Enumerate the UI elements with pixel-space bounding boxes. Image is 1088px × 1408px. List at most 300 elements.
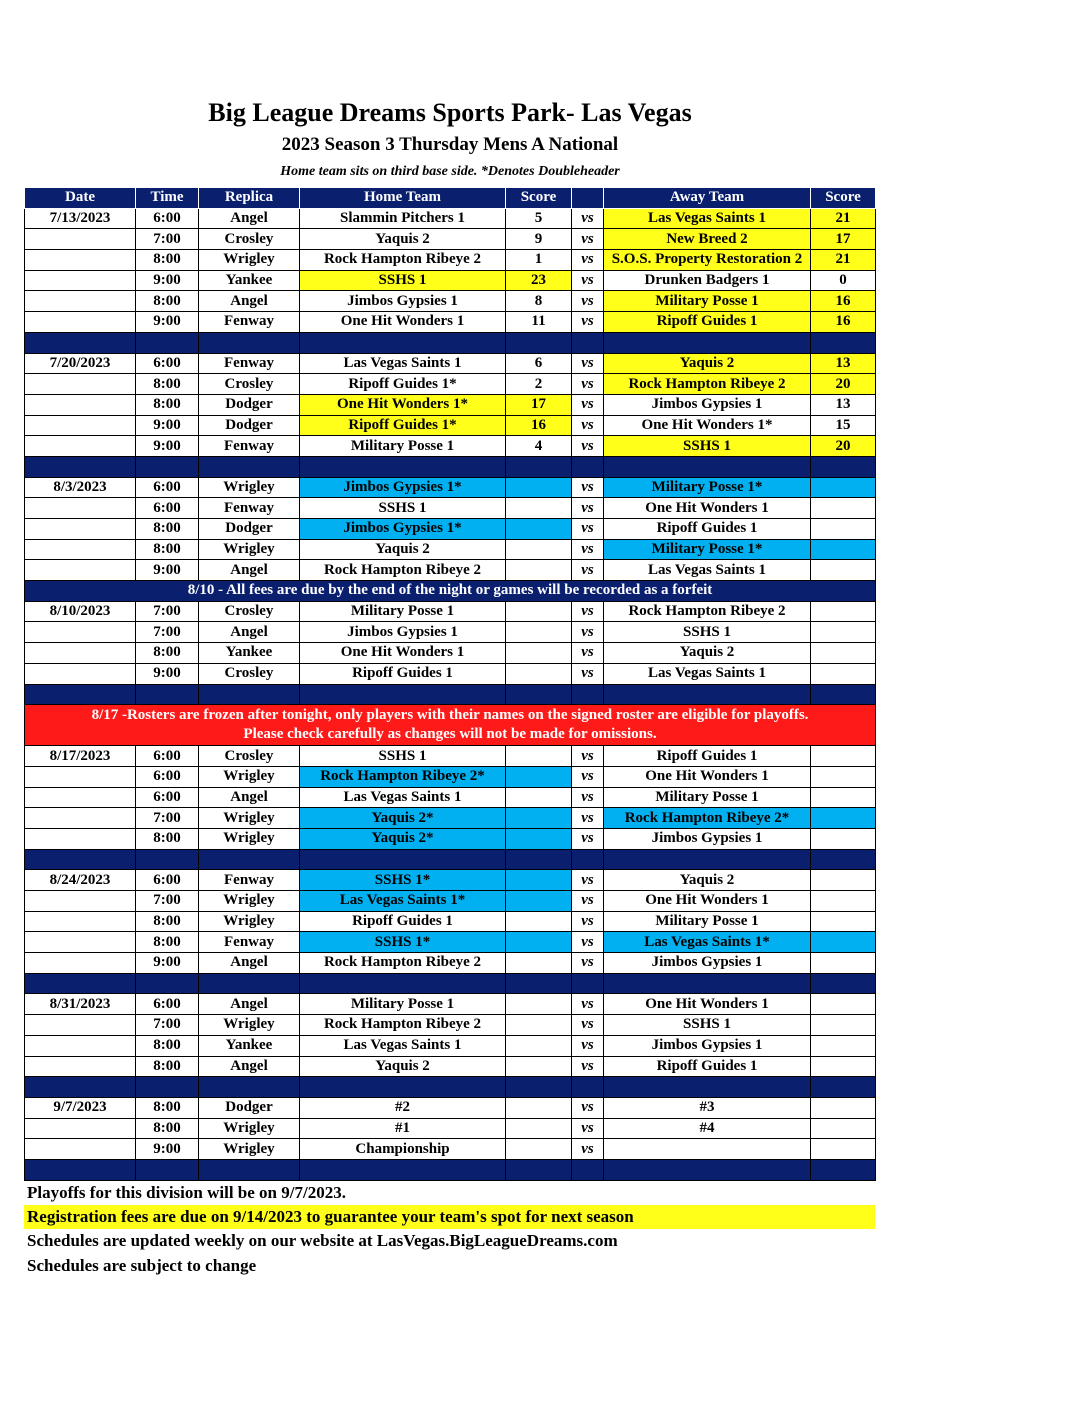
away-team: One Hit Wonders 1* [604, 415, 811, 436]
separator-cell [506, 332, 572, 353]
away-score: 13 [811, 353, 876, 374]
game-field: Yankee [199, 1035, 300, 1056]
home-team: Ripoff Guides 1* [300, 374, 506, 395]
game-date: 8/17/2023 [25, 746, 136, 767]
away-score [811, 766, 876, 787]
game-time: 8:00 [136, 911, 199, 932]
separator-cell [199, 849, 300, 870]
away-team: Rock Hampton Ribeye 2 [604, 374, 811, 395]
vs-label: vs [572, 1015, 604, 1036]
away-team: Las Vegas Saints 1 [604, 663, 811, 684]
home-score [506, 1015, 572, 1036]
game-time: 8:00 [136, 643, 199, 664]
game-field: Crosley [199, 374, 300, 395]
game-date [25, 229, 136, 250]
away-score [811, 891, 876, 912]
away-score: 15 [811, 415, 876, 436]
vs-label: vs [572, 312, 604, 333]
game-time: 7:00 [136, 808, 199, 829]
game-date [25, 291, 136, 312]
game-date [25, 808, 136, 829]
away-team: Las Vegas Saints 1 [604, 208, 811, 229]
away-team: One Hit Wonders 1 [604, 994, 811, 1015]
footer-registration-note: Registration fees are due on 9/14/2023 to guarantee your team's spot for next season [24, 1205, 875, 1229]
separator-cell [572, 456, 604, 477]
separator-cell [136, 456, 199, 477]
home-score [506, 519, 572, 540]
game-field: Angel [199, 787, 300, 808]
game-field: Fenway [199, 932, 300, 953]
separator-cell [811, 1159, 876, 1180]
away-team: SSHS 1 [604, 1015, 811, 1036]
away-team: Jimbos Gypsies 1 [604, 1035, 811, 1056]
vs-label: vs [572, 953, 604, 974]
separator-cell [300, 456, 506, 477]
game-time: 6:00 [136, 746, 199, 767]
separator-cell [25, 1159, 136, 1180]
separator-cell [604, 684, 811, 705]
separator-cell [506, 1077, 572, 1098]
game-date [25, 1015, 136, 1036]
away-team: Jimbos Gypsies 1 [604, 394, 811, 415]
game-time: 6:00 [136, 208, 199, 229]
home-score: 23 [506, 270, 572, 291]
game-row [25, 415, 876, 436]
away-team: Military Posse 1* [604, 477, 811, 498]
home-score: 5 [506, 208, 572, 229]
game-time: 7:00 [136, 601, 199, 622]
game-time: 9:00 [136, 270, 199, 291]
away-team: One Hit Wonders 1 [604, 766, 811, 787]
game-time: 7:00 [136, 622, 199, 643]
game-time: 8:00 [136, 932, 199, 953]
separator-cell [604, 456, 811, 477]
game-date [25, 498, 136, 519]
table-header-row [25, 188, 876, 209]
away-team: Ripoff Guides 1 [604, 312, 811, 333]
away-team: SSHS 1 [604, 436, 811, 457]
home-team: Yaquis 2* [300, 808, 506, 829]
separator-cell [572, 332, 604, 353]
game-row [25, 1035, 876, 1056]
separator-row [25, 849, 876, 870]
home-team: Rock Hampton Ribeye 2* [300, 766, 506, 787]
footer-change-note: Schedules are subject to change [27, 1256, 257, 1275]
game-row [25, 870, 876, 891]
separator-cell [199, 456, 300, 477]
home-score [506, 1035, 572, 1056]
game-date [25, 643, 136, 664]
game-time: 9:00 [136, 312, 199, 333]
away-score [811, 663, 876, 684]
separator-cell [811, 1077, 876, 1098]
home-team: Ripoff Guides 1* [300, 415, 506, 436]
home-score [506, 953, 572, 974]
away-team: Rock Hampton Ribeye 2* [604, 808, 811, 829]
separator-cell [300, 973, 506, 994]
away-team: Jimbos Gypsies 1 [604, 953, 811, 974]
game-date [25, 787, 136, 808]
away-score: 21 [811, 250, 876, 271]
game-date [25, 312, 136, 333]
vs-label: vs [572, 1056, 604, 1077]
game-row [25, 291, 876, 312]
home-team: Rock Hampton Ribeye 2 [300, 1015, 506, 1036]
vs-label: vs [572, 1097, 604, 1118]
game-row [25, 1015, 876, 1036]
game-field: Dodger [199, 394, 300, 415]
home-score [506, 808, 572, 829]
separator-cell [506, 1159, 572, 1180]
vs-label: vs [572, 415, 604, 436]
separator-cell [199, 684, 300, 705]
game-row [25, 766, 876, 787]
game-row [25, 601, 876, 622]
game-row [25, 394, 876, 415]
col-header-vs [572, 188, 604, 209]
game-field: Angel [199, 1056, 300, 1077]
game-field: Wrigley [199, 250, 300, 271]
separator-row [25, 684, 876, 705]
home-team: SSHS 1 [300, 498, 506, 519]
home-team: Las Vegas Saints 1 [300, 1035, 506, 1056]
separator-row [25, 332, 876, 353]
away-score [811, 1056, 876, 1077]
game-field: Crosley [199, 601, 300, 622]
separator-cell [604, 849, 811, 870]
game-time: 6:00 [136, 787, 199, 808]
away-score [811, 519, 876, 540]
home-score: 16 [506, 415, 572, 436]
game-date: 7/13/2023 [25, 208, 136, 229]
game-field: Wrigley [199, 808, 300, 829]
game-field: Angel [199, 622, 300, 643]
game-row [25, 911, 876, 932]
game-time: 7:00 [136, 229, 199, 250]
game-time: 8:00 [136, 539, 199, 560]
separator-cell [811, 456, 876, 477]
game-field: Wrigley [199, 766, 300, 787]
game-date [25, 1056, 136, 1077]
game-time: 8:00 [136, 291, 199, 312]
game-time: 8:00 [136, 828, 199, 849]
game-time: 6:00 [136, 353, 199, 374]
col-header-home-score: Score [506, 188, 572, 209]
away-team: SSHS 1 [604, 622, 811, 643]
vs-label: vs [572, 932, 604, 953]
game-row [25, 250, 876, 271]
vs-label: vs [572, 353, 604, 374]
home-team: Rock Hampton Ribeye 2 [300, 953, 506, 974]
game-date [25, 663, 136, 684]
home-score [506, 560, 572, 581]
game-date [25, 891, 136, 912]
home-team: SSHS 1 [300, 270, 506, 291]
home-team: Yaquis 2* [300, 828, 506, 849]
away-score: 16 [811, 312, 876, 333]
separator-row [25, 456, 876, 477]
game-field: Wrigley [199, 477, 300, 498]
home-score [506, 663, 572, 684]
away-team: New Breed 2 [604, 229, 811, 250]
away-team: Rock Hampton Ribeye 2 [604, 601, 811, 622]
game-field: Angel [199, 953, 300, 974]
home-team: One Hit Wonders 1 [300, 312, 506, 333]
vs-label: vs [572, 601, 604, 622]
game-date [25, 539, 136, 560]
home-team: Championship [300, 1139, 506, 1160]
away-score [811, 622, 876, 643]
game-field: Angel [199, 994, 300, 1015]
footer-playoffs-note: Playoffs for this division will be on 9/7/2023. [27, 1183, 346, 1202]
home-team: One Hit Wonders 1 [300, 643, 506, 664]
home-team: Ripoff Guides 1 [300, 911, 506, 932]
away-score [811, 1118, 876, 1139]
game-date: 8/24/2023 [25, 870, 136, 891]
home-score [506, 1139, 572, 1160]
game-date [25, 1139, 136, 1160]
away-score [811, 808, 876, 829]
separator-cell [199, 1077, 300, 1098]
game-time: 6:00 [136, 498, 199, 519]
separator-cell [506, 456, 572, 477]
game-date [25, 374, 136, 395]
separator-cell [136, 849, 199, 870]
game-date [25, 622, 136, 643]
separator-row [25, 973, 876, 994]
game-field: Wrigley [199, 891, 300, 912]
col-header-replica: Replica [199, 188, 300, 209]
home-team: Military Posse 1 [300, 436, 506, 457]
away-score [811, 953, 876, 974]
home-score [506, 477, 572, 498]
separator-cell [25, 973, 136, 994]
game-time: 8:00 [136, 1118, 199, 1139]
home-score [506, 643, 572, 664]
away-score [811, 1097, 876, 1118]
game-time: 9:00 [136, 436, 199, 457]
home-score: 2 [506, 374, 572, 395]
game-time: 9:00 [136, 953, 199, 974]
game-date [25, 394, 136, 415]
away-team: #3 [604, 1097, 811, 1118]
game-field: Crosley [199, 229, 300, 250]
away-team: Drunken Badgers 1 [604, 270, 811, 291]
away-score [811, 746, 876, 767]
away-team: Yaquis 2 [604, 870, 811, 891]
vs-label: vs [572, 808, 604, 829]
away-score: 20 [811, 436, 876, 457]
home-team: Jimbos Gypsies 1* [300, 519, 506, 540]
col-header-date: Date [25, 188, 136, 209]
game-date [25, 560, 136, 581]
away-score: 21 [811, 208, 876, 229]
game-field: Dodger [199, 1097, 300, 1118]
col-header-home-team: Home Team [300, 188, 506, 209]
footer-website-note: Schedules are updated weekly on our website at LasVegas.BigLeagueDreams.com [27, 1231, 618, 1250]
game-field: Wrigley [199, 828, 300, 849]
separator-cell [506, 684, 572, 705]
away-team: Las Vegas Saints 1* [604, 932, 811, 953]
home-score [506, 1097, 572, 1118]
home-score: 9 [506, 229, 572, 250]
game-row [25, 270, 876, 291]
home-team: Yaquis 2 [300, 539, 506, 560]
page-subtitle: 2023 Season 3 Thursday Mens A National [281, 134, 619, 155]
away-score [811, 994, 876, 1015]
separator-cell [572, 849, 604, 870]
game-field: Dodger [199, 519, 300, 540]
game-date: 8/3/2023 [25, 477, 136, 498]
home-team: Las Vegas Saints 1 [300, 787, 506, 808]
vs-label: vs [572, 1035, 604, 1056]
away-team: Jimbos Gypsies 1 [604, 828, 811, 849]
home-score [506, 746, 572, 767]
separator-cell [199, 1159, 300, 1180]
away-team: S.O.S. Property Restoration 2 [604, 250, 811, 271]
game-time: 8:00 [136, 250, 199, 271]
vs-label: vs [572, 394, 604, 415]
roster-notice [25, 705, 876, 746]
vs-label: vs [572, 270, 604, 291]
separator-cell [25, 332, 136, 353]
away-score [811, 477, 876, 498]
away-score [811, 1015, 876, 1036]
game-row [25, 994, 876, 1015]
vs-label: vs [572, 1118, 604, 1139]
game-field: Fenway [199, 870, 300, 891]
game-row [25, 1097, 876, 1118]
away-score [811, 643, 876, 664]
separator-cell [300, 332, 506, 353]
away-score: 17 [811, 229, 876, 250]
vs-label: vs [572, 208, 604, 229]
game-field: Fenway [199, 353, 300, 374]
game-row [25, 498, 876, 519]
home-team: Yaquis 2 [300, 229, 506, 250]
home-team: #2 [300, 1097, 506, 1118]
game-row [25, 643, 876, 664]
vs-label: vs [572, 663, 604, 684]
notice-row [25, 581, 876, 602]
vs-label: vs [572, 994, 604, 1015]
game-field: Fenway [199, 312, 300, 333]
home-score [506, 766, 572, 787]
game-field: Dodger [199, 415, 300, 436]
away-team [604, 1139, 811, 1160]
game-date [25, 250, 136, 271]
home-team: SSHS 1* [300, 870, 506, 891]
vs-label: vs [572, 519, 604, 540]
col-header-away-team: Away Team [604, 188, 811, 209]
separator-cell [604, 1077, 811, 1098]
game-row [25, 374, 876, 395]
game-row [25, 1056, 876, 1077]
game-row [25, 208, 876, 229]
separator-cell [136, 332, 199, 353]
separator-cell [506, 849, 572, 870]
home-score: 17 [506, 394, 572, 415]
separator-cell [604, 1159, 811, 1180]
game-field: Angel [199, 291, 300, 312]
separator-cell [136, 1159, 199, 1180]
vs-label: vs [572, 828, 604, 849]
away-team: Ripoff Guides 1 [604, 1056, 811, 1077]
game-row [25, 622, 876, 643]
home-team: Jimbos Gypsies 1* [300, 477, 506, 498]
separator-cell [300, 849, 506, 870]
away-score [811, 870, 876, 891]
game-time: 6:00 [136, 994, 199, 1015]
away-score [811, 911, 876, 932]
home-score: 8 [506, 291, 572, 312]
vs-label: vs [572, 787, 604, 808]
away-score: 16 [811, 291, 876, 312]
home-score: 4 [506, 436, 572, 457]
separator-cell [25, 1077, 136, 1098]
game-date: 8/10/2023 [25, 601, 136, 622]
away-team: Yaquis 2 [604, 643, 811, 664]
separator-cell [811, 684, 876, 705]
home-score [506, 1118, 572, 1139]
game-date: 8/31/2023 [25, 994, 136, 1015]
game-row [25, 1118, 876, 1139]
notice-row [25, 705, 876, 746]
vs-label: vs [572, 436, 604, 457]
home-team: SSHS 1* [300, 932, 506, 953]
separator-cell [811, 849, 876, 870]
away-team: Ripoff Guides 1 [604, 519, 811, 540]
game-row [25, 787, 876, 808]
game-row [25, 539, 876, 560]
game-time: 8:00 [136, 1035, 199, 1056]
game-field: Wrigley [199, 1139, 300, 1160]
home-score [506, 787, 572, 808]
home-score [506, 828, 572, 849]
home-team: Las Vegas Saints 1* [300, 891, 506, 912]
game-field: Yankee [199, 643, 300, 664]
vs-label: vs [572, 911, 604, 932]
separator-cell [199, 332, 300, 353]
home-team: Military Posse 1 [300, 601, 506, 622]
separator-cell [136, 1077, 199, 1098]
vs-label: vs [572, 622, 604, 643]
game-date [25, 828, 136, 849]
roster-notice-line2: Please check carefully as changes will not be made for omissions. [243, 726, 657, 743]
vs-label: vs [572, 560, 604, 581]
game-row [25, 663, 876, 684]
game-time: 8:00 [136, 374, 199, 395]
away-team: Las Vegas Saints 1 [604, 560, 811, 581]
separator-cell [572, 1077, 604, 1098]
game-field: Yankee [199, 270, 300, 291]
game-time: 9:00 [136, 415, 199, 436]
game-row [25, 312, 876, 333]
game-row [25, 477, 876, 498]
away-score [811, 787, 876, 808]
game-field: Crosley [199, 746, 300, 767]
game-time: 8:00 [136, 394, 199, 415]
vs-label: vs [572, 870, 604, 891]
away-team: Military Posse 1 [604, 787, 811, 808]
game-row [25, 229, 876, 250]
vs-label: vs [572, 891, 604, 912]
game-time: 8:00 [136, 519, 199, 540]
game-row [25, 353, 876, 374]
home-team: Slammin Pitchers 1 [300, 208, 506, 229]
game-row [25, 828, 876, 849]
home-score [506, 539, 572, 560]
